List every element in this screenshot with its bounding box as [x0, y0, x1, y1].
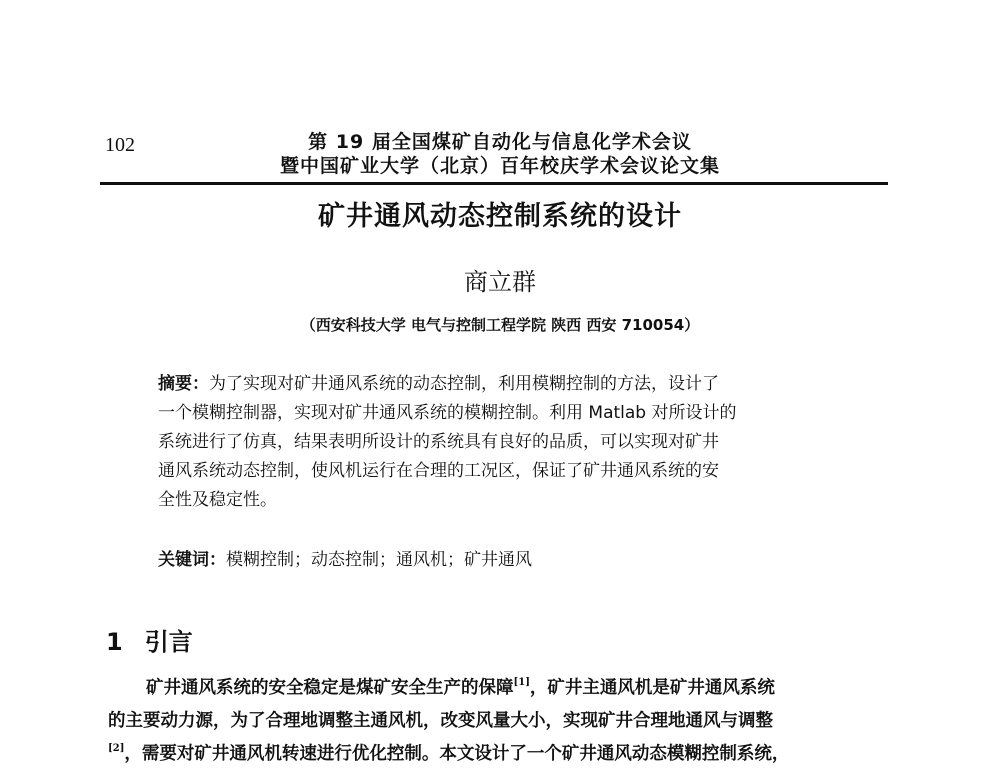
body-line: [108, 738, 898, 771]
body-paragraph: [108, 672, 898, 771]
conference-title-line2: 暨中国矿业大学（北京）百年校庆学术会议论文集: [279, 155, 720, 177]
page-number: 102: [105, 134, 135, 156]
paper-title: 矿井通风动态控制系统的设计: [318, 201, 682, 232]
abstract-line: [158, 370, 858, 399]
body-text-segment: ，需要对矿井通风机转速进行优化控制。本文设计了一个矿井通风动态模糊控制系统，: [124, 744, 790, 764]
citation-ref[interactable]: [1]: [513, 677, 530, 688]
abstract-line: 系统进行了仿真，结果表明所设计的系统具有良好的品质，可以实现对矿井: [158, 432, 719, 452]
abstract-line: 通风系统动态控制，使风机运行在合理的工况区，保证了矿井通风系统的安: [158, 461, 719, 481]
abstract-line: 一个模糊控制器，实现对矿井通风系统的模糊控制。利用 Matlab 对所设计的: [158, 403, 737, 423]
keywords-label: 关键词：: [158, 550, 226, 570]
abstract-text: 为了实现对矿井通风系统的动态控制，利用模糊控制的方法，设计了: [209, 374, 719, 394]
body-text-segment: 矿井通风系统的安全稳定是煤矿安全生产的保障: [146, 678, 514, 698]
body-text-segment: ，矿井主通风机是矿井通风系统: [529, 678, 775, 698]
running-header: [100, 130, 900, 178]
section-number: 1: [106, 628, 123, 656]
section-title: 引言: [144, 628, 193, 656]
abstract-line: 全性及稳定性。: [158, 490, 277, 510]
author-name: 商立群: [464, 268, 536, 296]
body-line: [108, 672, 898, 705]
keywords-text: 模糊控制；动态控制；通风机；矿井通风: [226, 550, 532, 570]
body-line: 的主要动力源，为了合理地调整主通风机，改变风量大小，实现矿井合理地通风与调整: [108, 711, 773, 731]
abstract-label: 摘要：: [158, 374, 209, 394]
header-rule: [100, 182, 888, 185]
abstract: [158, 370, 858, 515]
keywords: [158, 545, 858, 570]
conference-title-line1: 第 19 届全国煤矿自动化与信息化学术会议: [308, 131, 692, 153]
section-heading: [106, 622, 193, 657]
citation-ref[interactable]: [2]: [108, 743, 125, 754]
author-affiliation: （西安科技大学 电气与控制工程学院 陕西 西安 710054）: [300, 316, 700, 334]
